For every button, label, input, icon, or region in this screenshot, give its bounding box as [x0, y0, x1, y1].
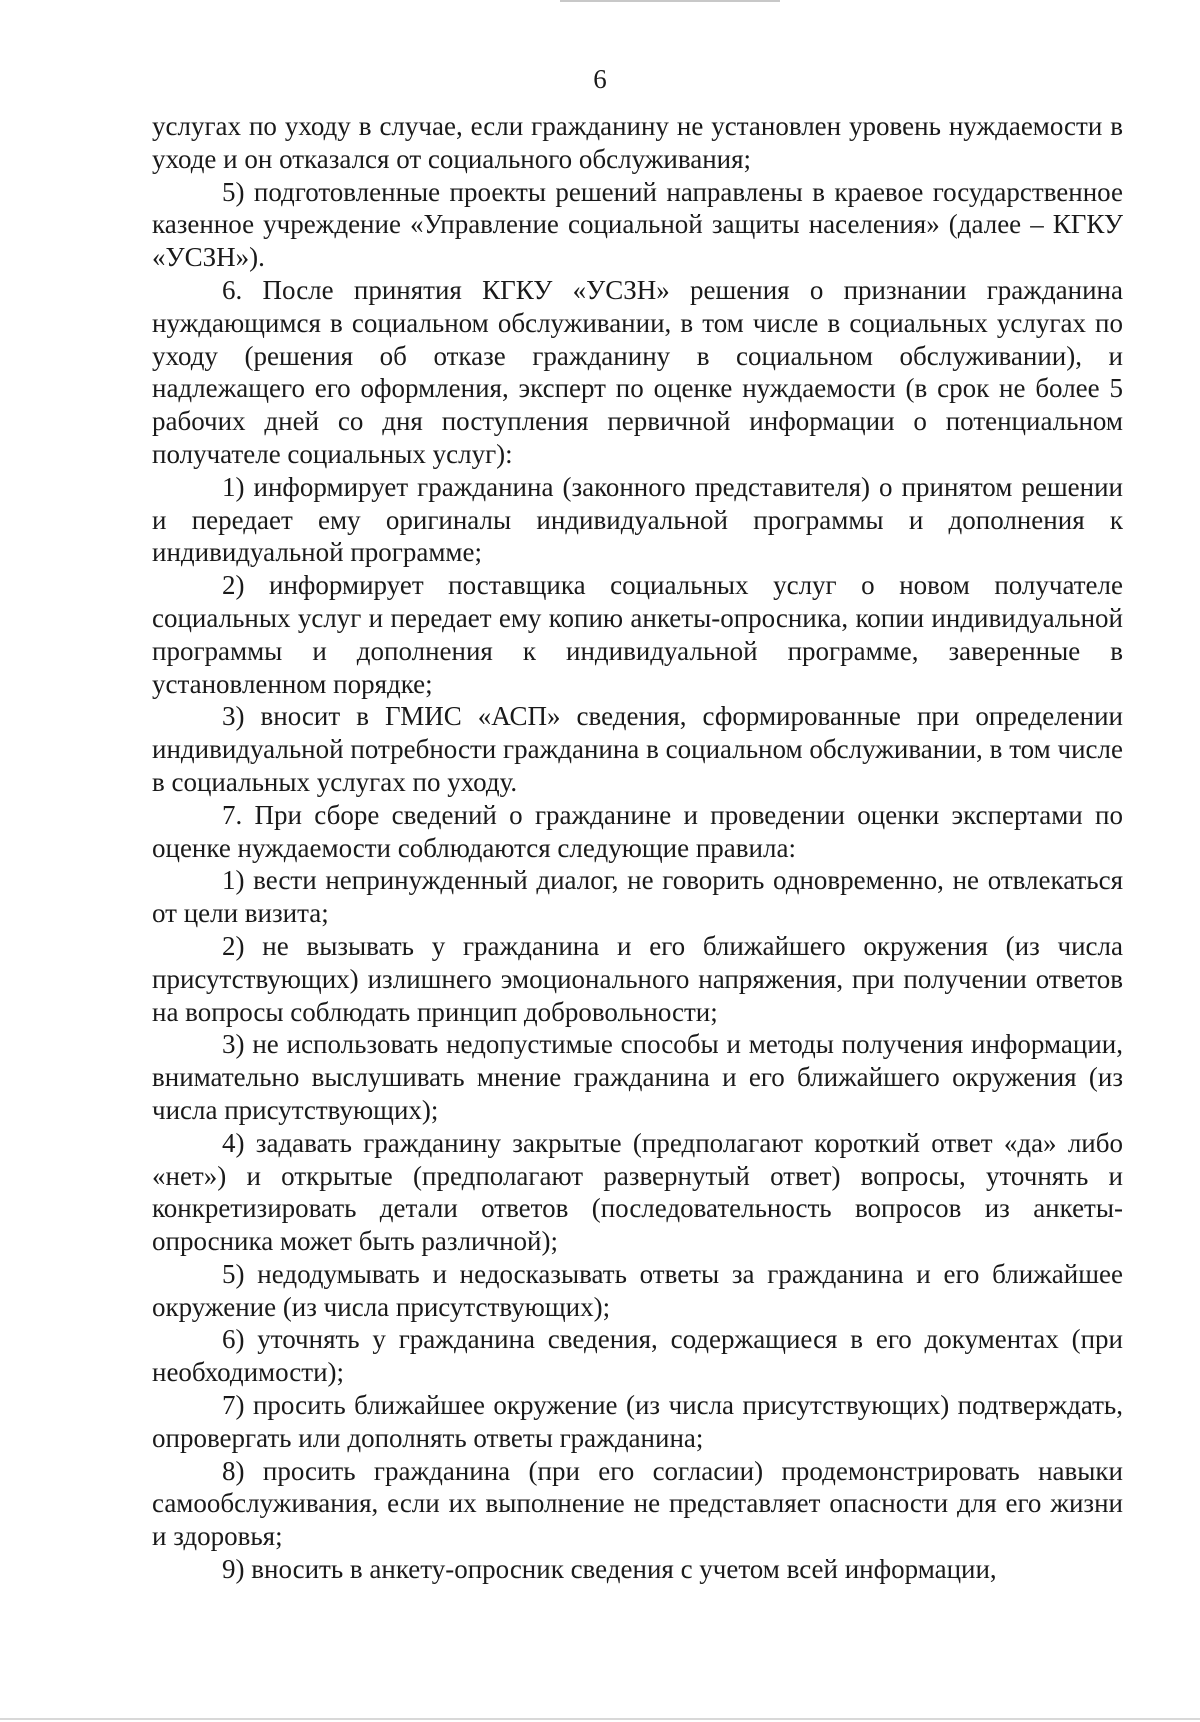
document-body [152, 110, 1123, 1586]
paragraph: 5) недодумывать и недосказывать ответы за гражданина и его ближайшее окружение (из числа присутствующих); [152, 1258, 1123, 1322]
page-number: 6 [593, 64, 607, 94]
paragraph: 6. После принятия КГКУ «УСЗН» решения о признании гражданина нуждающимся в социальном обслуживании, в том числе в социальных услугах по уходу (решения об отказе гражданину в социальном обслуживании), и надлежащего его оформления, эксперт по оценке нуждаемости (в срок не более 5 рабочих дней со дня поступления первичной информации о потенциальном получателе социальных услуг): [152, 274, 1123, 469]
paragraph: 1) информирует гражданина (законного представителя) о принятом решении и передает ему оригиналы индивидуальной программы и дополнения к индивидуальной программе; [152, 471, 1123, 568]
paragraph: 5) подготовленные проекты решений направлены в краевое государственное казенное учреждение «Управление социальной защиты населения» (далее – КГКУ «УСЗН»). [152, 176, 1123, 273]
paragraph: 3) вносит в ГМИС «АСП» сведения, сформированные при определении индивидуальной потребности гражданина в социальном обслуживании, в том числе в социальных услугах по уходу. [152, 701, 1123, 797]
scan-edge-line [560, 0, 780, 2]
paragraph: 4) задавать гражданину закрытые (предполагают короткий ответ «да» либо «нет») и открытые (предполагают развернутый ответ) вопросы, уточнять и конкретизировать детали ответов (последовательность вопросов из анкеты-опросника может быть различной); [152, 1127, 1123, 1257]
paragraph: 7) просить ближайшее окружение (из числа присутствующих) подтверждать, опровергать или дополнять ответы гражданина; [152, 1390, 1123, 1453]
paragraph: услугах по уходу в случае, если гражданину не установлен уровень нуждаемости в уходе и он отказался от социального обслуживания; [152, 111, 1123, 174]
paragraph: 3) не использовать недопустимые способы и методы получения информации, внимательно выслушивать мнение гражданина и его ближайшего окружения (из числа присутствующих); [152, 1029, 1123, 1125]
paragraph: 2) не вызывать у гражданина и его ближайшего окружения (из числа присутствующих) излишнего эмоционального напряжения, при получении ответов на вопросы соблюдать принцип добровольности; [152, 930, 1123, 1027]
paragraph: 1) вести непринужденный диалог, не говорить одновременно, не отвлекаться от цели визита; [152, 865, 1123, 929]
paragraph: 8) просить гражданина (при его согласии) продемонстрировать навыки самообслуживания, если их выполнение не представляет опасности для его жизни и здоровья; [152, 1455, 1123, 1552]
paragraph: 9) вносить в анкету-опросник сведения с учетом всей информации, [222, 1554, 997, 1585]
paragraph: 6) уточнять у гражданина сведения, содержащиеся в его документах (при необходимости); [152, 1324, 1123, 1388]
paragraph: 2) информирует поставщика социальных услуг о новом получателе социальных услуг и передает ему копию анкеты-опросника, копии индивидуальной программы и дополнения к индивидуальной программе, заверенные в установленном порядке; [152, 570, 1123, 699]
paragraph: 7. При сборе сведений о гражданине и проведении оценки экспертами по оценке нуждаемости соблюдаются следующие правила: [152, 799, 1123, 863]
scan-edge-line [0, 1718, 1200, 1720]
